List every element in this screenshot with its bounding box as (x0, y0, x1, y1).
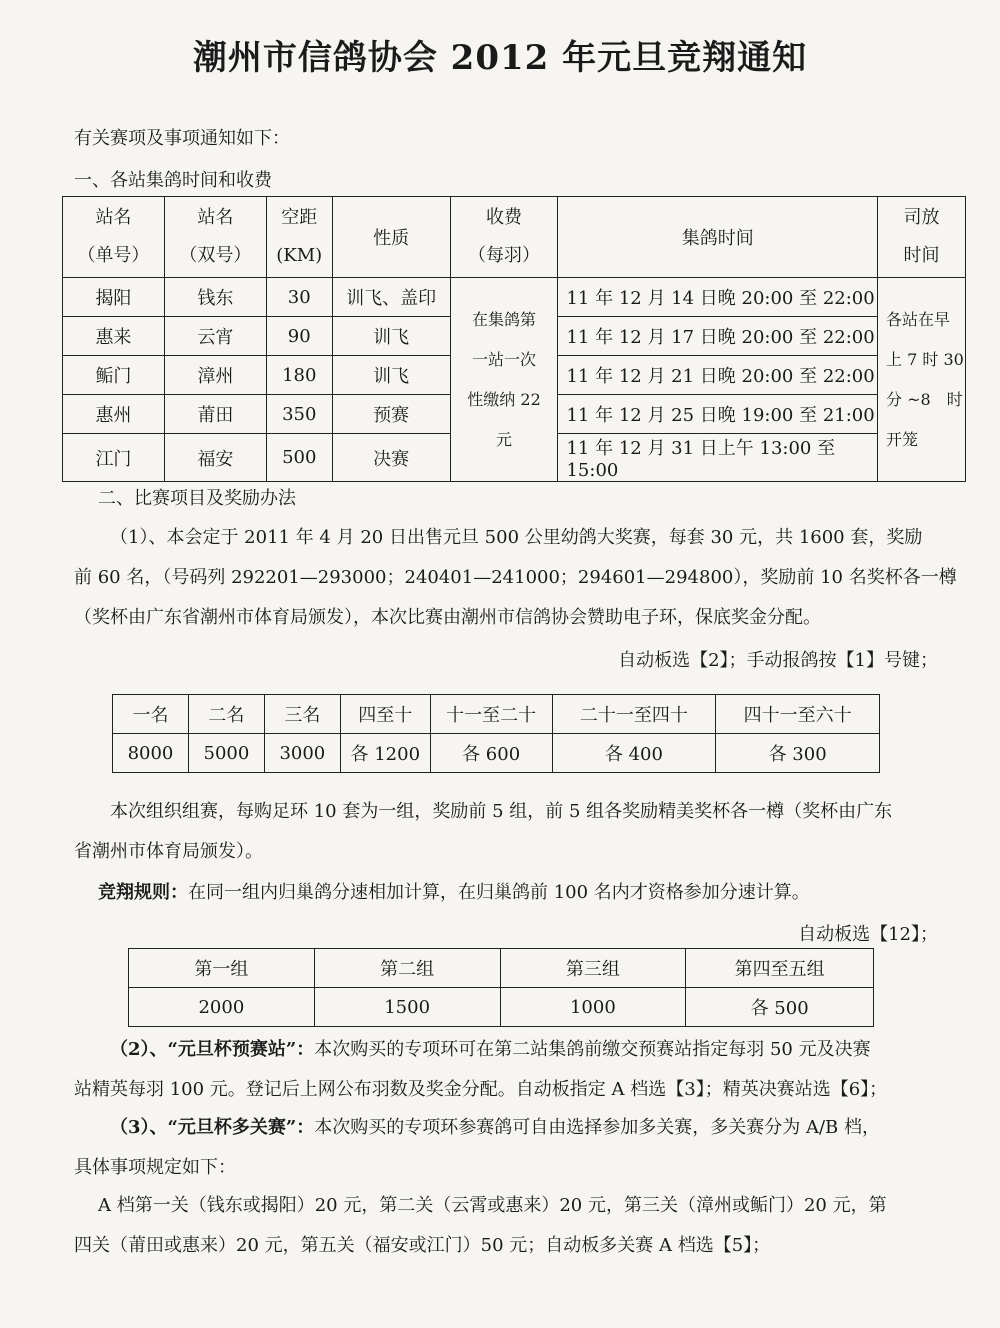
collect-time: 11 年 12 月 17 日晚 20:00 至 22:00 (558, 317, 878, 356)
amount-cell: 1500 (314, 988, 500, 1027)
group-table (128, 948, 874, 1027)
group-header-row (129, 949, 874, 988)
single-station: 揭阳 (63, 278, 165, 317)
nature: 预赛 (332, 395, 450, 434)
prize-rank-row (113, 695, 880, 734)
distance: 30 (266, 278, 332, 317)
rule-label: 竞翔规则： (98, 882, 188, 903)
prize-amount-row (113, 734, 880, 773)
document-title: 潮州市信鸽协会 2012 年元旦竞翔通知 (192, 38, 808, 78)
group-cell: 第一组 (129, 949, 315, 988)
rule-line (98, 878, 810, 904)
auto-select-note-2: 自动板选【12】； (798, 924, 938, 945)
rank-cell: 四十一至六十 (716, 695, 880, 734)
amount-cell: 各 400 (552, 734, 716, 773)
rank-cell: 三名 (264, 695, 340, 734)
collect-time: 11 年 12 月 14 日晚 20:00 至 22:00 (558, 278, 878, 317)
amount-cell: 3000 (264, 734, 340, 773)
double-station: 云宵 (164, 317, 266, 356)
section1-heading: 一、各站集鸽时间和收费 (74, 170, 272, 191)
rule-text: 在同一组内归巢鸽分速相加计算，在归巢鸽前 100 名内才资格参加分速计算。 (188, 882, 810, 903)
amount-cell: 1000 (500, 988, 686, 1027)
collect-time: 11 年 12 月 21 日晚 20:00 至 22:00 (558, 356, 878, 395)
intro-text: 有关赛项及事项通知如下： (74, 128, 290, 149)
distance: 180 (266, 356, 332, 395)
header-fee: 收费 (486, 207, 523, 228)
fee-cell: 在集鸽第 一站一次 性缴纳 22 元 (450, 278, 558, 482)
paragraph-2: （2）、“元旦杯预赛站”：本次购买的专项环可在第二站集鸽前缴交预赛站指定每羽 50 元及决赛 站精英每羽 100 元。登记后上网公布羽数及奖金分配。自动板指定 A 档选【3】；精英决赛站选【6】； (74, 1039, 888, 1100)
single-station: 江门 (63, 434, 165, 482)
amount-cell: 各 600 (430, 734, 552, 773)
collect-time: 11 年 12 月 25 日晚 19:00 至 21:00 (558, 395, 878, 434)
para2-label: （2）、“元旦杯预赛站”： (110, 1039, 315, 1060)
nature: 训飞 (332, 317, 450, 356)
header-collect-time: 集鸽时间 (558, 197, 878, 278)
amount-cell: 8000 (113, 734, 189, 773)
station-table-header: 站名 （单号） 站名 （双号） 空距 (KM) 性质 收费 （每羽） 集鸽时间 司放 时间 (63, 197, 966, 278)
header-distance: 空距 (281, 207, 318, 228)
group-paragraph: 本次组织组赛，每购足环 10 套为一组，奖励前 5 组，前 5 组各奖励精美奖杯各一樽（奖杯由广东 省潮州市体育局颁发）。 (74, 801, 893, 862)
amount-cell: 各 1200 (340, 734, 430, 773)
group-cell: 第二组 (314, 949, 500, 988)
group-cell: 第三组 (500, 949, 686, 988)
header-double-name: 站名 (197, 207, 234, 228)
double-station: 莆田 (164, 395, 266, 434)
double-station: 福安 (164, 434, 266, 482)
distance: 350 (266, 395, 332, 434)
header-release-time: 司放 (903, 207, 940, 228)
section2-heading: 二、比赛项目及奖励办法 (98, 488, 296, 509)
amount-cell: 各 300 (716, 734, 880, 773)
header-single-name: 站名 (95, 207, 132, 228)
amount-cell: 各 500 (686, 988, 874, 1027)
distance: 500 (266, 434, 332, 482)
distance: 90 (266, 317, 332, 356)
nature: 决赛 (332, 434, 450, 482)
amount-cell: 2000 (129, 988, 315, 1027)
paragraph-3: （3）、“元旦杯多关赛”：本次购买的专项环参赛鸽可自由选择参加多关赛，多关赛分为 A/B 档， 具体事项规定如下： (74, 1117, 880, 1178)
group-cell: 第四至五组 (686, 949, 874, 988)
paragraph-1: （1）、本会定于 2011 年 4 月 20 日出售元旦 500 公里幼鸽大奖赛，每套 30 元，共 1600 套，奖励 前 60 名，（号码列 292201—293000；240401—241000；294601—294800），奖励前 10 名奖杯各一樽 （奖杯由广东省潮州市体育局颁发），本次比赛由潮州市信鸽协会赞助电子环，保底奖金分配。 (74, 527, 957, 628)
paragraph-4: A 档第一关（钱东或揭阳）20 元，第二关（云霄或惠来）20 元，第三关（漳州或鲘门）20 元，第 四关（莆田或惠来）20 元，第五关（福安或江门）50 元；自动板多关赛 A 档选【5】； (74, 1195, 887, 1256)
double-station: 钱东 (164, 278, 266, 317)
rank-cell: 二十一至四十 (552, 695, 716, 734)
rank-cell: 二名 (188, 695, 264, 734)
prize-table (112, 694, 880, 773)
rank-cell: 四至十 (340, 695, 430, 734)
rank-cell: 十一至二十 (430, 695, 552, 734)
station-table (62, 196, 966, 482)
collect-time: 11 年 12 月 31 日上午 13:00 至 15:00 (558, 434, 878, 482)
double-station: 漳州 (164, 356, 266, 395)
single-station: 惠州 (63, 395, 165, 434)
rank-cell: 一名 (113, 695, 189, 734)
release-cell: 各站在早 上 7 时 30 分 ~8 时 开笼 (878, 278, 966, 482)
group-amount-row (129, 988, 874, 1027)
auto-select-note-1: 自动板选【2】；手动报鸽按【1】号键； (618, 650, 938, 671)
table-row (63, 278, 966, 317)
nature: 训飞、盖印 (332, 278, 450, 317)
amount-cell: 5000 (188, 734, 264, 773)
para3-label: （3）、“元旦杯多关赛”： (110, 1117, 315, 1138)
single-station: 鲘门 (63, 356, 165, 395)
nature: 训飞 (332, 356, 450, 395)
header-nature: 性质 (332, 197, 450, 278)
single-station: 惠来 (63, 317, 165, 356)
